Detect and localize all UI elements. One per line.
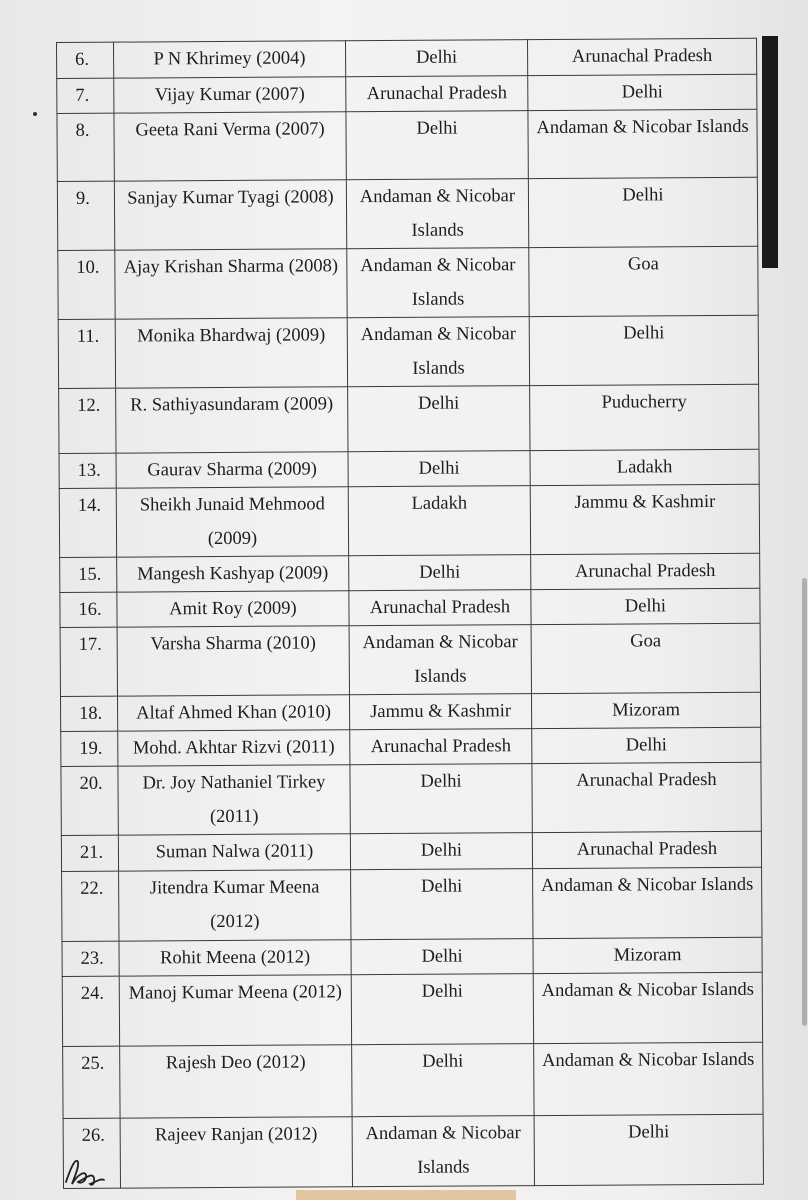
transfer-from: Delhi xyxy=(351,939,533,975)
transfer-from: Delhi xyxy=(352,1044,534,1117)
transfer-from: Arunachal Pradesh xyxy=(346,76,528,112)
officer-name: Geeta Rani Verma (2007) xyxy=(114,112,346,181)
officer-name: Mohd. Akhtar Rizvi (2011) xyxy=(118,730,350,766)
serial-number: 26. xyxy=(63,1118,120,1188)
serial-number: 6. xyxy=(57,42,114,78)
officer-name: Altaf Ahmed Khan (2010) xyxy=(117,695,349,731)
table-row xyxy=(61,727,761,766)
serial-number: 20. xyxy=(61,766,118,835)
table-row xyxy=(63,1042,763,1118)
serial-number: 15. xyxy=(60,557,117,592)
officer-name: Amit Roy (2009) xyxy=(117,591,349,627)
officer-name: R. Sathiyasundaram (2009) xyxy=(116,387,348,453)
serial-number: 13. xyxy=(59,453,116,488)
signature-icon xyxy=(62,1152,108,1192)
officer-name: Mangesh Kashyap (2009) xyxy=(117,556,349,592)
serial-number: 11. xyxy=(58,319,115,388)
scrollbar-thumb[interactable] xyxy=(802,578,807,1026)
transfer-to: Delhi xyxy=(534,1114,763,1185)
officer-name: Sheikh Junaid Mehmood (2009) xyxy=(116,487,348,557)
transfer-from: Delhi xyxy=(345,40,527,77)
officer-name: Gaurav Sharma (2009) xyxy=(116,452,348,488)
transfer-to: Andaman & Nicobar Islands xyxy=(534,1042,763,1115)
serial-number: 23. xyxy=(62,941,119,976)
transfer-to: Jammu & Kashmir xyxy=(530,484,759,554)
transfer-to: Delhi xyxy=(532,727,761,763)
table-row xyxy=(57,177,757,250)
transfer-from: Andaman & Nicobar Islands xyxy=(347,248,529,318)
transfer-from: Andaman & Nicobar Islands xyxy=(346,179,528,249)
transfer-from: Jammu & Kashmir xyxy=(349,694,531,730)
transfer-from: Andaman & Nicobar Islands xyxy=(347,317,529,387)
transfer-to: Arunachal Pradesh xyxy=(527,38,756,75)
page-bottom-edge xyxy=(296,1190,516,1200)
scrollbar[interactable] xyxy=(801,0,808,1200)
page-edge-shadow xyxy=(762,36,778,268)
transfer-from: Arunachal Pradesh xyxy=(349,590,531,626)
table-row xyxy=(60,553,760,592)
officer-name: Suman Nalwa (2011) xyxy=(118,834,350,871)
serial-number: 12. xyxy=(59,388,116,453)
serial-number: 14. xyxy=(59,488,116,557)
transfer-from: Andaman & Nicobar Islands xyxy=(352,1116,534,1187)
transfer-from: Delhi xyxy=(348,451,530,487)
transfer-to: Arunachal Pradesh xyxy=(532,762,761,832)
serial-number: 17. xyxy=(60,627,117,696)
serial-number: 18. xyxy=(60,696,117,731)
officer-name: Varsha Sharma (2010) xyxy=(117,626,349,696)
table-row xyxy=(57,38,757,78)
transfer-to: Goa xyxy=(531,623,760,693)
serial-number: 7. xyxy=(57,78,114,113)
transfer-to: Andaman & Nicobar Islands xyxy=(528,109,757,178)
serial-number: 21. xyxy=(61,835,118,871)
officer-name: P N Khrimey (2004) xyxy=(114,41,346,78)
officer-name: Rohit Meena (2012) xyxy=(119,940,351,976)
transfer-to: Mizoram xyxy=(531,692,760,728)
table-row xyxy=(59,449,759,488)
table-row xyxy=(62,972,762,1046)
table-row xyxy=(61,762,761,835)
table-row xyxy=(62,937,762,976)
transfer-from: Arunachal Pradesh xyxy=(350,729,532,765)
transfer-from: Andaman & Nicobar Islands xyxy=(349,625,531,695)
serial-number: 22. xyxy=(62,871,119,941)
transfer-to: Delhi xyxy=(531,588,760,624)
table-row xyxy=(60,588,760,627)
officer-name: Dr. Joy Nathaniel Tirkey (2011) xyxy=(118,765,350,835)
transfer-to: Delhi xyxy=(529,315,758,385)
serial-number: 25. xyxy=(63,1046,120,1118)
transfer-to: Delhi xyxy=(528,74,757,110)
transfer-from: Delhi xyxy=(346,111,528,180)
transfer-to: Andaman & Nicobar Islands xyxy=(533,972,762,1043)
officer-name: Vijay Kumar (2007) xyxy=(114,77,346,113)
transfer-to: Arunachal Pradesh xyxy=(532,831,761,868)
table-row xyxy=(58,315,758,388)
serial-number: 9. xyxy=(57,181,114,250)
transfer-to: Andaman & Nicobar Islands xyxy=(533,867,762,938)
officer-name: Manoj Kumar Meena (2012) xyxy=(119,975,351,1046)
transfer-to: Goa xyxy=(529,246,758,316)
table-row xyxy=(60,623,760,696)
officer-name: Rajeev Ranjan (2012) xyxy=(120,1117,352,1188)
transfer-to: Puducherry xyxy=(530,384,759,450)
table-row xyxy=(57,74,757,113)
officer-name: Sanjay Kumar Tyagi (2008) xyxy=(114,180,346,250)
table-row xyxy=(59,484,759,557)
table-row xyxy=(57,109,757,181)
transfer-from: Ladakh xyxy=(348,486,530,556)
transfer-to: Ladakh xyxy=(530,449,759,485)
transfer-to: Mizoram xyxy=(533,937,762,973)
officer-name: Rajesh Deo (2012) xyxy=(120,1045,352,1118)
table-row xyxy=(62,867,762,941)
table-row xyxy=(60,692,760,731)
transfer-table xyxy=(56,38,764,1189)
table-row xyxy=(61,831,761,871)
officer-name: Jitendra Kumar Meena (2012) xyxy=(119,870,351,941)
transfer-from: Delhi xyxy=(351,974,533,1045)
serial-number: 8. xyxy=(57,113,114,181)
transfer-from: Delhi xyxy=(351,869,533,940)
serial-number: 16. xyxy=(60,592,117,627)
table-row xyxy=(63,1114,763,1188)
transfer-from: Delhi xyxy=(350,764,532,834)
transfer-from: Delhi xyxy=(349,555,531,591)
transfer-from: Delhi xyxy=(348,386,530,452)
transfer-from: Delhi xyxy=(350,833,532,870)
table-row xyxy=(58,246,758,319)
table-row xyxy=(59,384,759,453)
transfer-to: Arunachal Pradesh xyxy=(531,553,760,589)
serial-number: 19. xyxy=(61,731,118,766)
officer-name: Ajay Krishan Sharma (2008) xyxy=(115,249,347,319)
transfer-to: Delhi xyxy=(528,177,757,247)
ink-dot xyxy=(33,112,37,116)
serial-number: 24. xyxy=(62,976,119,1046)
officer-name: Monika Bhardwaj (2009) xyxy=(115,318,347,388)
serial-number: 10. xyxy=(58,250,115,319)
